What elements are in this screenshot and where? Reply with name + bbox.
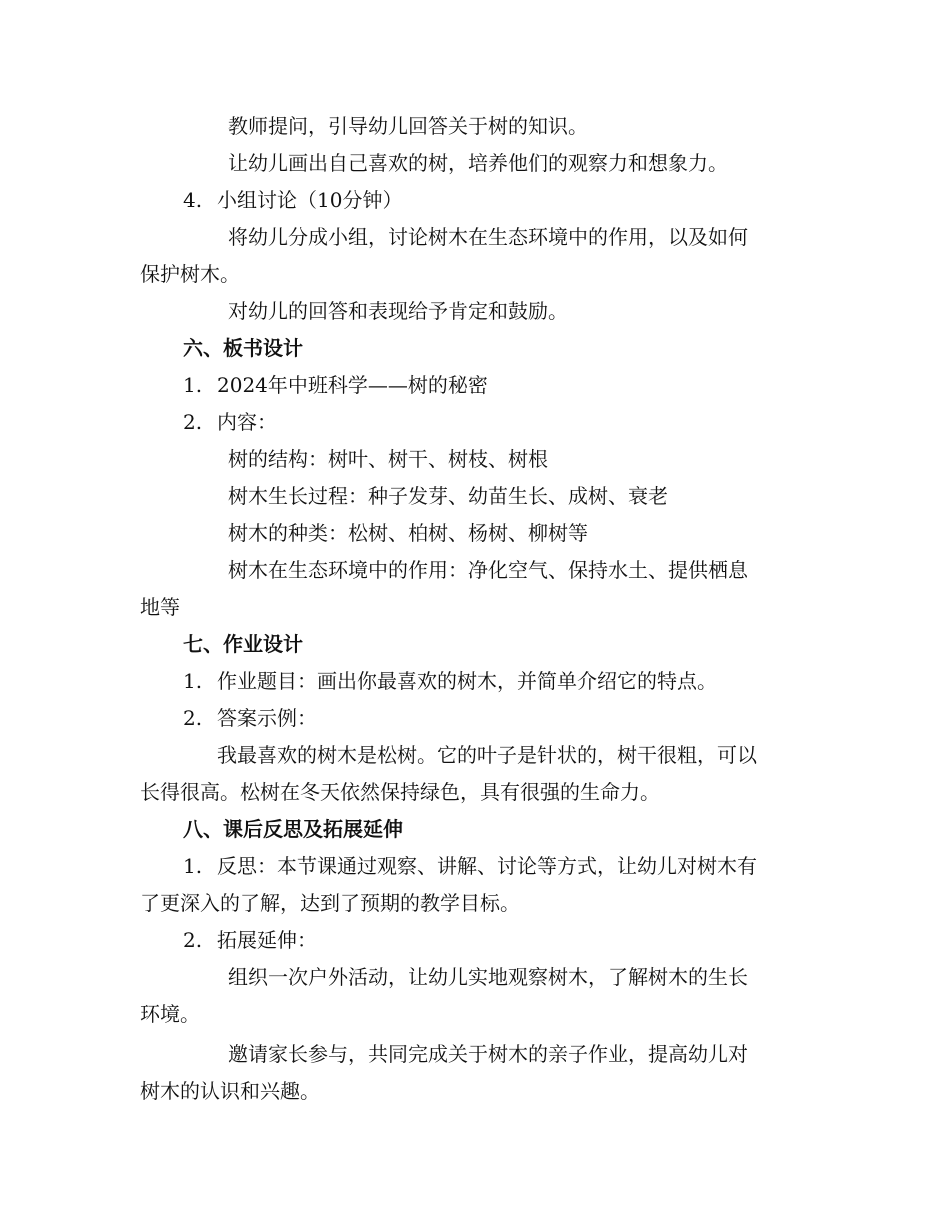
item-text: 答案示例： — [217, 706, 317, 730]
section-heading: 七、作业设计 — [183, 632, 303, 656]
item-text: 拓展延伸： — [217, 928, 317, 952]
paragraph-line: 保护树木。 — [140, 262, 240, 286]
item-text: 作业题目：画出你最喜欢的树木，并简单介绍它的特点。 — [217, 669, 717, 693]
numbered-item — [183, 371, 863, 399]
paragraph-line: 教师提问，引导幼儿回答关于树的知识。 — [228, 114, 588, 138]
paragraph-line: 邀请家长参与，共同完成关于树木的亲子作业，提高幼儿对 — [228, 1042, 748, 1066]
paragraph-line: 地等 — [140, 595, 180, 619]
paragraph-line: 树木的种类：松树、柏树、杨树、柳树等 — [228, 521, 588, 545]
paragraph-line: 组织一次户外活动，让幼儿实地观察树木，了解树木的生长 — [228, 965, 748, 989]
item-number: 1. — [183, 669, 203, 693]
item-number: 2. — [183, 928, 203, 952]
numbered-item — [183, 852, 863, 880]
paragraph-line: 让幼儿画出自己喜欢的树，培养他们的观察力和想象力。 — [228, 151, 728, 175]
paragraph-line: 长得很高。松树在冬天依然保持绿色，具有很强的生命力。 — [140, 780, 660, 804]
item-number: 1. — [183, 373, 203, 397]
numbered-item — [183, 926, 863, 954]
paragraph-line: 对幼儿的回答和表现给予肯定和鼓励。 — [228, 299, 568, 323]
section-heading: 六、板书设计 — [183, 336, 303, 360]
numbered-item — [183, 408, 863, 436]
paragraph-line: 将幼儿分成小组，讨论树木在生态环境中的作用，以及如何 — [228, 225, 748, 249]
paragraph-line: 了更深入的了解，达到了预期的教学目标。 — [140, 891, 520, 915]
item-text: 2024年中班科学——树的秘密 — [217, 373, 488, 397]
paragraph-line: 树木的认识和兴趣。 — [140, 1079, 320, 1103]
item-text: 反思：本节课通过观察、讲解、讨论等方式，让幼儿对树木有 — [217, 854, 757, 878]
paragraph-line: 树木生长过程：种子发芽、幼苗生长、成树、衰老 — [228, 484, 668, 508]
item-number: 4. — [183, 188, 203, 212]
item-number: 2. — [183, 410, 203, 434]
item-text: 内容： — [217, 410, 277, 434]
item-number: 2. — [183, 706, 203, 730]
paragraph-line: 环境。 — [140, 1002, 200, 1026]
paragraph-line: 树木在生态环境中的作用：净化空气、保持水土、提供栖息 — [228, 558, 748, 582]
item-text: 小组讨论（10分钟） — [217, 188, 403, 212]
numbered-item — [183, 704, 863, 732]
item-number: 1. — [183, 854, 203, 878]
paragraph-line: 树的结构：树叶、树干、树枝、树根 — [228, 447, 548, 471]
section-heading: 八、课后反思及拓展延伸 — [183, 817, 403, 841]
numbered-item — [183, 186, 863, 214]
numbered-item — [183, 667, 863, 695]
paragraph-line: 我最喜欢的树木是松树。它的叶子是针状的，树干很粗，可以 — [217, 743, 757, 767]
